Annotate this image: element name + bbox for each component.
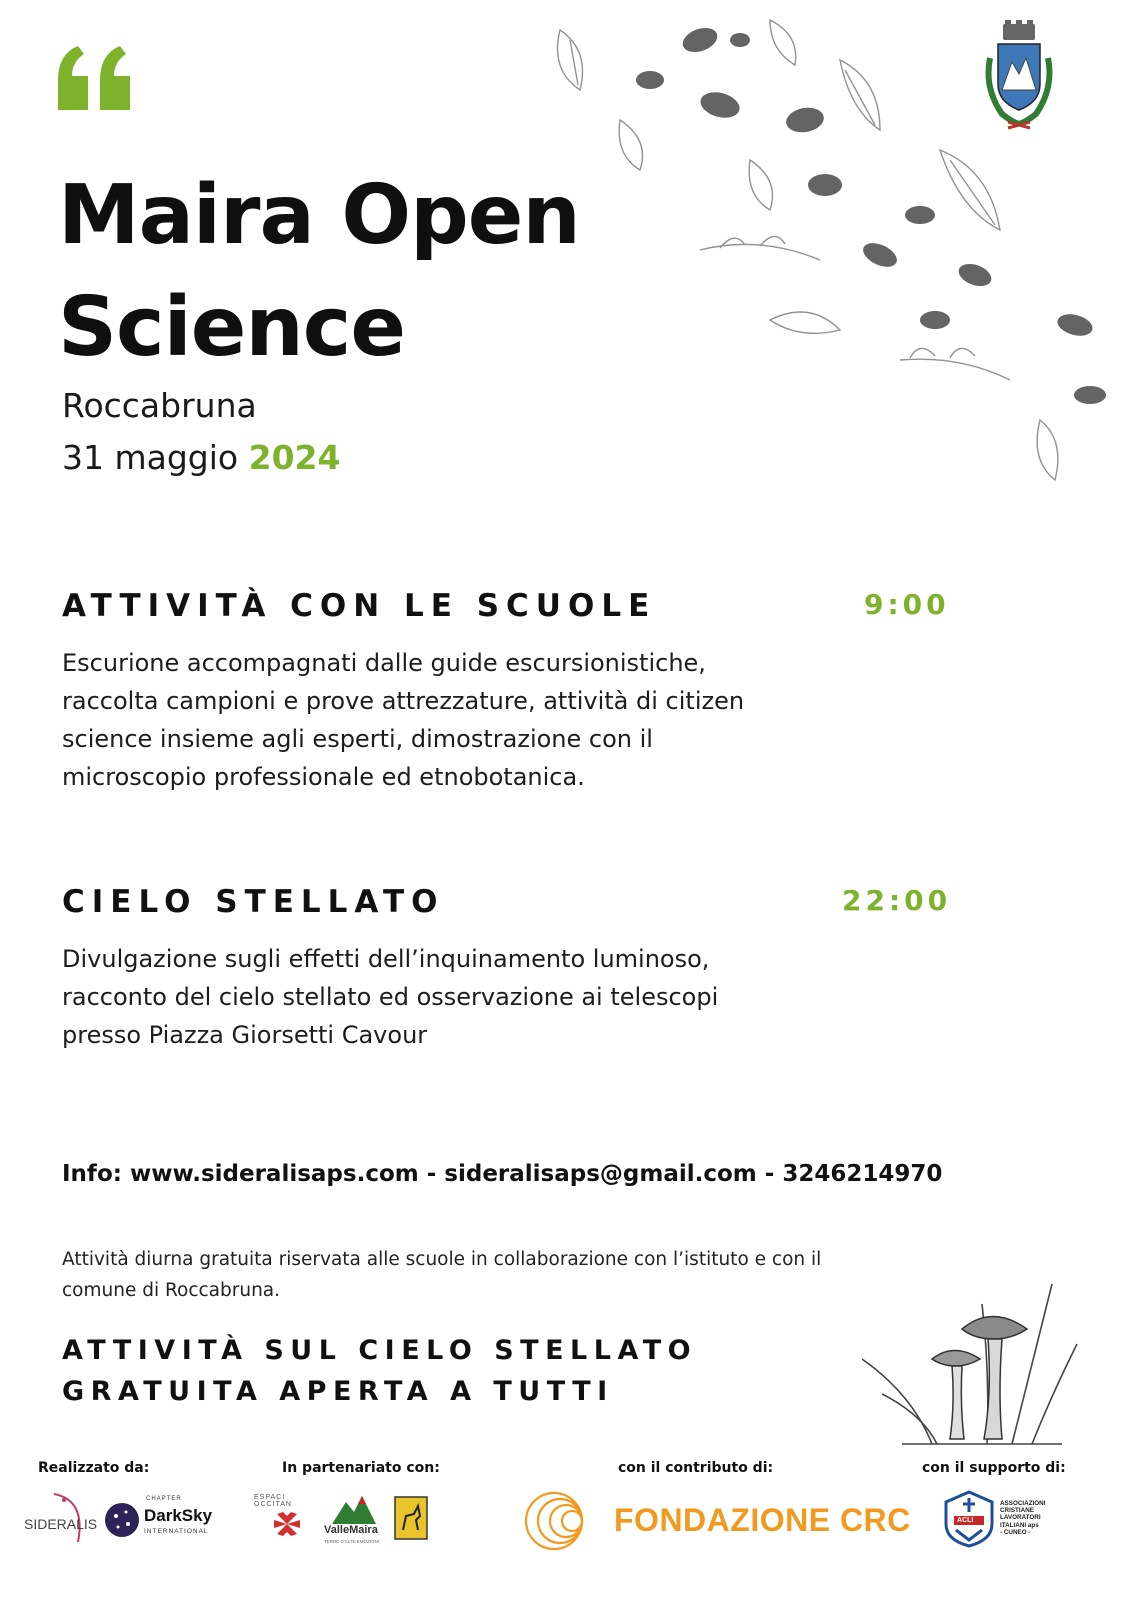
contribution-label: con il contributo di:	[618, 1460, 774, 1476]
ibex-badge-icon	[394, 1496, 428, 1540]
section-schools-body: Escurione accompagnati dalle guide escursionistiche, raccolta campioni e prove attrezzature, attività di citizen science insieme agli esperti, dimostrazione con il microscopio professionale ed etnobotanica.	[62, 649, 745, 791]
section-sky-time: 22:00	[842, 884, 952, 917]
date-year: 2024	[248, 438, 341, 477]
page-title	[58, 160, 580, 384]
mountain-icon	[332, 1494, 376, 1524]
title-line-2: Science	[58, 280, 405, 375]
contact-info: Info: www.sideralisaps.com - sideralisaps@gmail.com - 3246214970	[62, 1161, 943, 1187]
vallemaira-sub: TERRE D'ALTE EMOZIONI	[324, 1539, 380, 1544]
municipal-crest-icon	[978, 18, 1060, 134]
free-event-banner	[62, 1330, 697, 1412]
free-banner-line-1: ATTIVITÀ SUL CIELO STELLATO	[62, 1335, 698, 1366]
acli-desc-line: CRISTIANE	[1000, 1507, 1034, 1515]
date-day-month: 31 maggio	[62, 438, 239, 477]
acli-desc-line: - CUNEO -	[1000, 1528, 1031, 1536]
schools-note: Attività diurna gratuita riservata alle scuole in collaborazione con l’istituto e con il comune di Roccabruna.	[62, 1249, 822, 1301]
event-date	[62, 436, 340, 480]
acli-wordmark: ACLI	[957, 1517, 974, 1524]
fondazione-crc-wordmark: FONDAZIONE CRC	[614, 1502, 911, 1538]
partnership-label: In partenariato con:	[282, 1460, 440, 1476]
mushroom-illustration	[862, 1284, 1092, 1454]
event-place: Roccabruna	[62, 386, 257, 425]
acli-desc-line: ITALIANI aps	[1000, 1521, 1039, 1529]
vallemaira-logo	[322, 1494, 386, 1550]
acli-description	[1000, 1500, 1045, 1536]
darksky-emblem-icon	[104, 1502, 140, 1538]
crc-rings-icon	[524, 1490, 606, 1552]
espaci-wordmark: ESPACI OCCITAN	[254, 1494, 292, 1508]
sideralis-wordmark: SIDERALIS	[24, 1516, 98, 1532]
section-schools-time: 9:00	[864, 588, 950, 621]
sideralis-logo	[24, 1490, 102, 1550]
support-label: con il supporto di:	[922, 1460, 1066, 1476]
darksky-sub: INTERNATIONAL	[144, 1528, 209, 1535]
acli-logo	[944, 1490, 1064, 1550]
section-sky-title: CIELO STELLATO	[62, 884, 445, 920]
free-banner-line-2: GRATUITA APERTA A TUTTI	[62, 1376, 614, 1407]
acli-desc-line: LAVORATORI	[1000, 1514, 1041, 1522]
title-line-1: Maira Open	[58, 168, 580, 263]
vallemaira-wordmark: ValleMaira	[324, 1524, 378, 1536]
darksky-chapter: CHAPTER	[146, 1496, 182, 1502]
quote-icon	[56, 40, 136, 120]
darksky-logo	[104, 1496, 216, 1546]
fondazione-crc-logo	[524, 1490, 911, 1552]
acli-desc-line: ASSOCIAZIONI	[1000, 1500, 1046, 1507]
section-schools-title: ATTIVITÀ CON LE SCUOLE	[62, 588, 657, 624]
section-sky-body: Divulgazione sugli effetti dell’inquinamento luminoso, racconto del cielo stellato ed osservazione ai telescopi presso Piazza Giorsetti Cavour	[62, 945, 719, 1049]
espaci-occitan-logo	[254, 1494, 320, 1548]
darksky-name: DarkSky	[144, 1506, 213, 1525]
made-by-label: Realizzato da:	[38, 1460, 150, 1476]
